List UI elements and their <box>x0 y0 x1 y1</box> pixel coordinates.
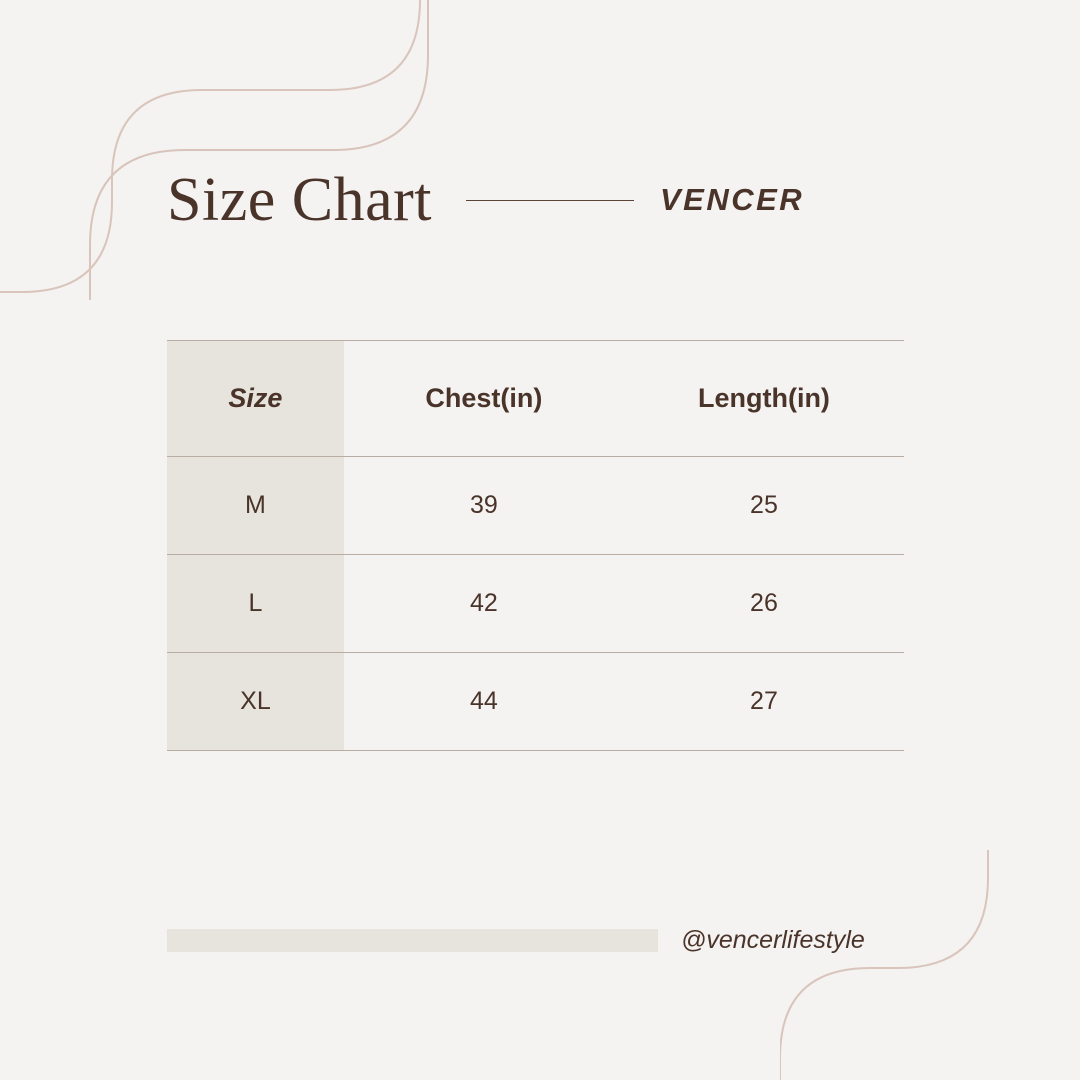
page-footer <box>167 925 904 955</box>
cell-length: 27 <box>624 653 904 751</box>
table-row <box>167 653 904 751</box>
page-title: Size Chart <box>167 166 432 234</box>
table-row <box>167 457 904 555</box>
corner-curve-top-left-icon <box>0 0 430 300</box>
cell-size: L <box>167 555 344 653</box>
table-header-row <box>167 341 904 457</box>
cell-chest: 39 <box>344 457 624 555</box>
size-table <box>167 340 904 751</box>
table-row <box>167 555 904 653</box>
cell-chest: 42 <box>344 555 624 653</box>
cell-chest: 44 <box>344 653 624 751</box>
brand-name: VENCER <box>660 182 805 217</box>
size-table-container <box>167 340 904 751</box>
title-divider <box>466 200 634 201</box>
table-header <box>167 341 904 457</box>
table-body <box>167 457 904 751</box>
cell-length: 25 <box>624 457 904 555</box>
column-header-chest: Chest(in) <box>344 341 624 457</box>
column-header-size: Size <box>167 341 344 457</box>
cell-length: 26 <box>624 555 904 653</box>
page-header <box>167 155 912 245</box>
cell-size: XL <box>167 653 344 751</box>
corner-curve-bottom-right-icon <box>780 850 1080 1080</box>
footer-accent-bar <box>167 929 658 952</box>
social-handle: @vencerlifestyle <box>681 925 865 954</box>
cell-size: M <box>167 457 344 555</box>
column-header-length: Length(in) <box>624 341 904 457</box>
